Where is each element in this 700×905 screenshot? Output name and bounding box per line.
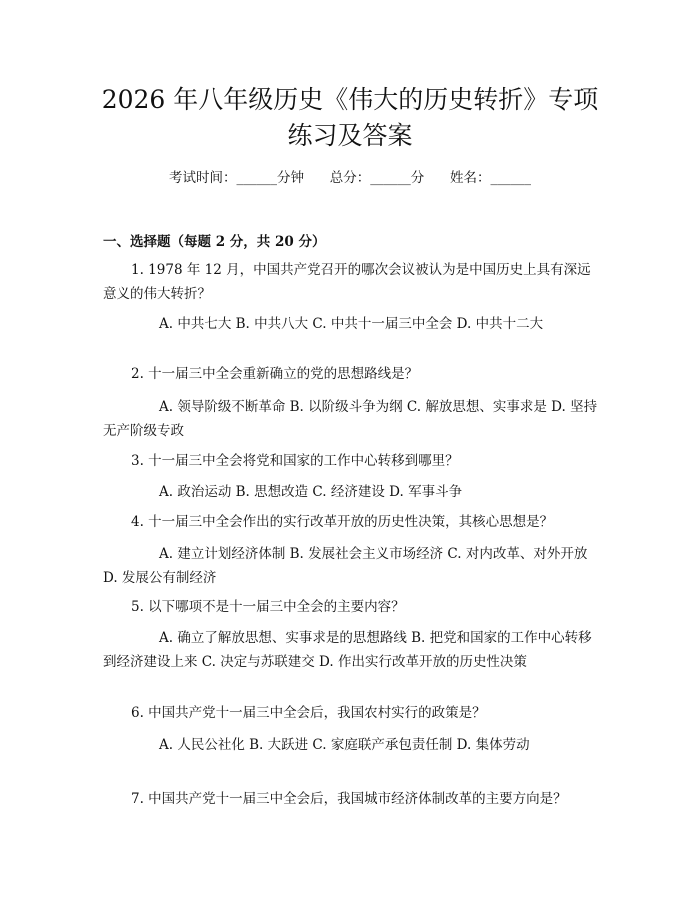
question-4 <box>103 510 598 534</box>
question-5 <box>103 595 598 619</box>
question-6 <box>103 701 598 725</box>
question-6-options <box>103 733 598 757</box>
question-4-options <box>103 542 598 590</box>
question-1 <box>103 258 598 306</box>
question-1-options <box>103 312 598 336</box>
question-6-text: 6. 中国共产党十一届三中全会后，我国农村实行的政策是？ <box>131 705 486 721</box>
question-4-options-text: A. 建立计划经济体制 B. 发展社会主义市场经济 C. 对内改革、对外开放 D. 发展公有制经济 <box>103 546 588 586</box>
document-title-line1: 2026 年八年级历史《伟大的历史转折》专项 <box>101 85 599 114</box>
question-5-text: 5. 以下哪项不是十一届三中全会的主要内容？ <box>131 599 405 615</box>
question-1-text: 1. 1978 年 12 月，中国共产党召开的哪次会议被认为是中国历史上具有深远意义的伟大转折？ <box>103 262 591 302</box>
section-heading-choice: 一、选择题（每题 2 分，共 20 分） <box>103 234 326 250</box>
question-3-options-text: A. 政治运动 B. 思想改造 C. 经济建设 D. 军事斗争 <box>159 484 463 500</box>
question-2-options <box>103 395 598 443</box>
question-1-options-text: A. 中共七大 B. 中共八大 C. 中共十一届三中全会 D. 中共十二大 <box>159 316 544 332</box>
question-6-options-text: A. 人民公社化 B. 大跃进 C. 家庭联产承包责任制 D. 集体劳动 <box>159 737 530 753</box>
question-2-options-text: A. 领导阶级不断革命 B. 以阶级斗争为纲 C. 解放思想、实事求是 D. 坚持无产阶级专政 <box>103 399 598 439</box>
question-4-text: 4. 十一届三中全会作出的实行改革开放的历史性决策，其核心思想是？ <box>131 514 554 530</box>
question-3 <box>103 449 598 473</box>
question-7-text: 7. 中国共产党十一届三中全会后，我国城市经济体制改革的主要方向是？ <box>131 791 567 807</box>
question-3-text: 3. 十一届三中全会将党和国家的工作中心转移到哪里？ <box>131 453 459 469</box>
question-7 <box>103 787 598 811</box>
document-title-line2: 练习及答案 <box>287 121 413 150</box>
question-3-options <box>103 480 598 504</box>
question-2 <box>103 362 598 386</box>
question-5-options <box>103 626 598 674</box>
exam-info-line: 考试时间：______分钟 总分：______分 姓名：______ <box>169 170 531 186</box>
question-2-text: 2. 十一届三中全会重新确立的党的思想路线是？ <box>131 366 419 382</box>
question-5-options-text: A. 确立了解放思想、实事求是的思想路线 B. 把党和国家的工作中心转移到经济建设上来 C. 决定与苏联建交 D. 作出实行改革开放的历史性决策 <box>103 630 592 670</box>
